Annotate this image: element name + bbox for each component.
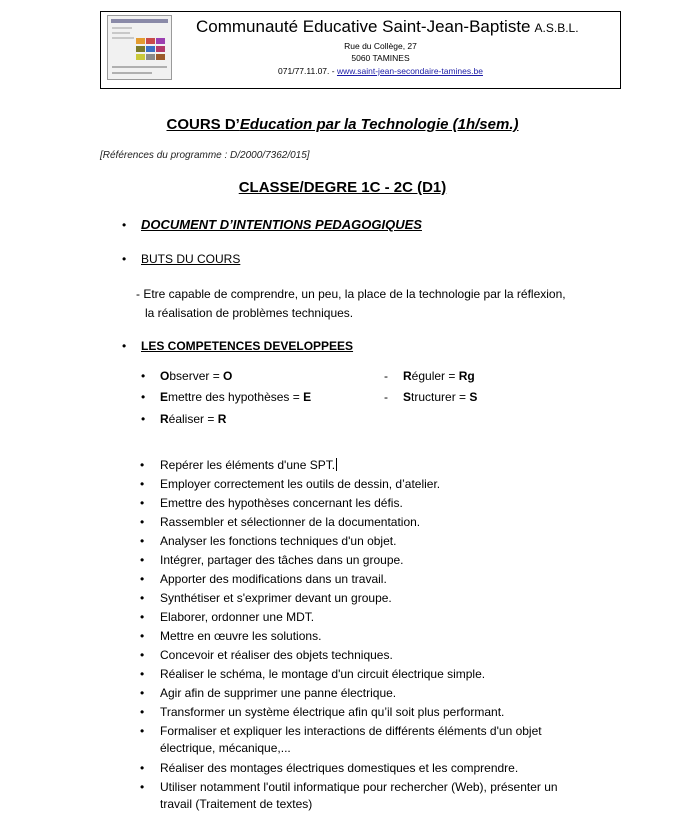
section-heading: LES COMPETENCES DEVELOPPEES [141, 339, 354, 353]
city-address: 5060 TAMINES [351, 53, 410, 63]
section-heading: BUTS DU COURS [141, 252, 241, 266]
bullet-icon: • [122, 339, 127, 353]
bullet-icon: • [122, 218, 127, 232]
website-link[interactable]: www.saint-jean-secondaire-tamines.be [336, 66, 483, 76]
contact-line: 071/77.11.07. - www.saint-jean-secondaire-tamines.be [278, 66, 483, 76]
buts-text-line: la réalisation de problèmes techniques. [145, 306, 354, 320]
letterhead [100, 11, 621, 89]
section-heading: DOCUMENT D’INTENTIONS PEDAGOGIQUES [141, 217, 422, 232]
buts-text-line: - Etre capable de comprendre, un peu, la place de la technologie par la réflexion, [136, 287, 566, 301]
program-references: [Références du programme : D/2000/7362/015] [100, 150, 310, 161]
street-address: Rue du Collège, 27 [344, 41, 417, 51]
bullet-icon: • [122, 252, 127, 266]
text-cursor [336, 458, 337, 471]
class-degree-heading: CLASSE/DEGRE 1C - 2C (D1) [238, 179, 447, 196]
org-name: Communauté Educative Saint-Jean-Baptiste A.S.B.L. [196, 17, 579, 36]
course-title: COURS D’Education par la Technologie (1h/sem.) [166, 116, 519, 133]
